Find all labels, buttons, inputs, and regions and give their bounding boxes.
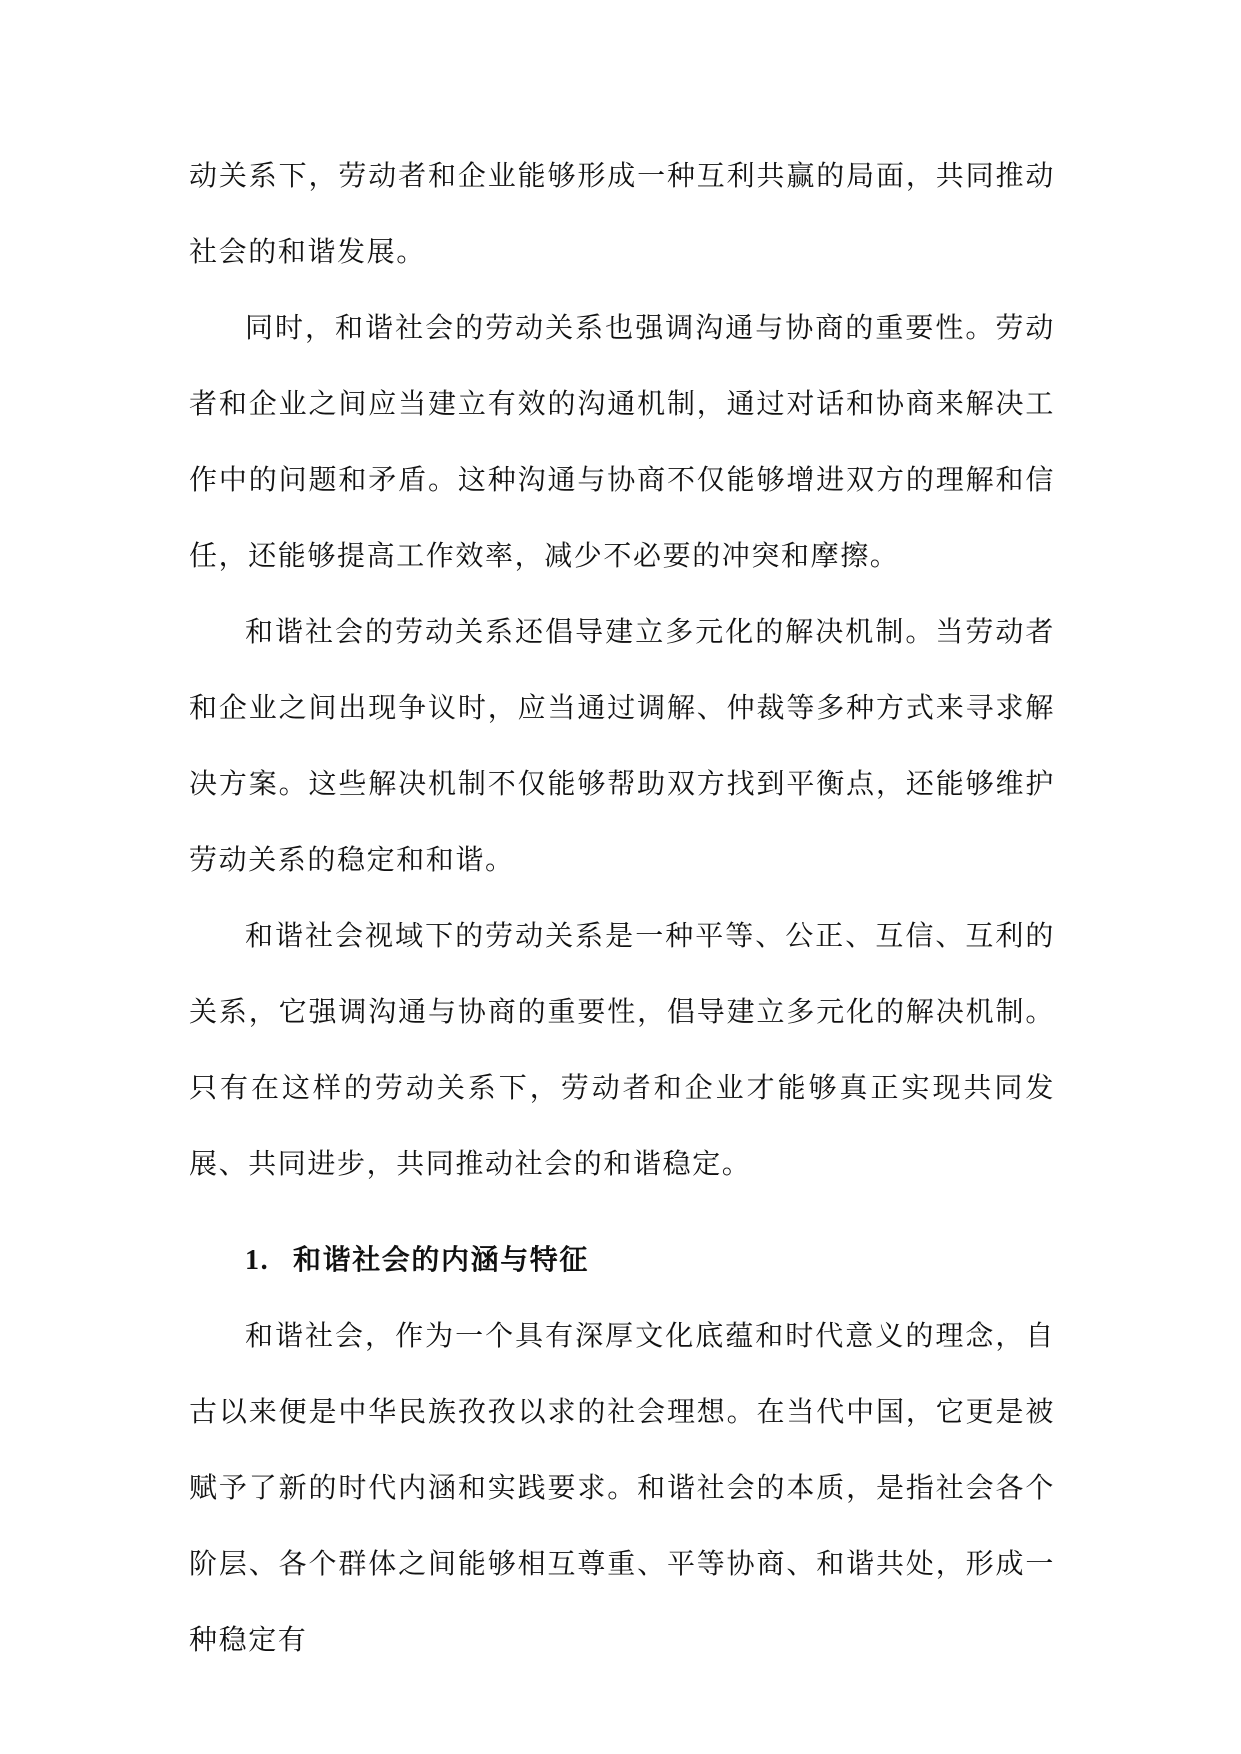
paragraph-summary: 和谐社会视域下的劳动关系是一种平等、公正、互信、互利的关系，它强调沟通与协商的重要性，倡导建立多元化的解决机制。只有在这样的劳动关系下，劳动者和企业才能够真正实现共同发展、共同进步，共同推动社会的和谐稳定。 bbox=[189, 919, 1055, 1180]
paragraph-continuation: 动关系下，劳动者和企业能够形成一种互利共赢的局面，共同推动社会的和谐发展。 bbox=[189, 159, 1055, 268]
paragraph-resolution-mechanism: 和谐社会的劳动关系还倡导建立多元化的解决机制。当劳动者和企业之间出现争议时，应当通过调解、仲裁等多种方式来寻求解决方案。这些解决机制不仅能够帮助双方找到平衡点，还能够维护劳动关系的稳定和和谐。 bbox=[189, 615, 1055, 876]
section-heading bbox=[189, 1222, 1055, 1298]
paragraph-communication: 同时，和谐社会的劳动关系也强调沟通与协商的重要性。劳动者和企业之间应当建立有效的沟通机制，通过对话和协商来解决工作中的问题和矛盾。这种沟通与协商不仅能够增进双方的理解和信任，还能够提高工作效率，减少不必要的冲突和摩擦。 bbox=[189, 311, 1055, 572]
section-heading-number: 1. bbox=[245, 1245, 270, 1276]
document-body bbox=[189, 138, 1055, 1678]
paragraph-harmonious-society-definition: 和谐社会，作为一个具有深厚文化底蕴和时代意义的理念，自古以来便是中华民族孜孜以求的社会理想。在当代中国，它更是被赋予了新的时代内涵和实践要求。和谐社会的本质，是指社会各个阶层、各个群体之间能够相互尊重、平等协商、和谐共处，形成一种稳定有 bbox=[189, 1319, 1055, 1656]
section-heading-title: 和谐社会的内涵与特征 bbox=[293, 1243, 590, 1276]
